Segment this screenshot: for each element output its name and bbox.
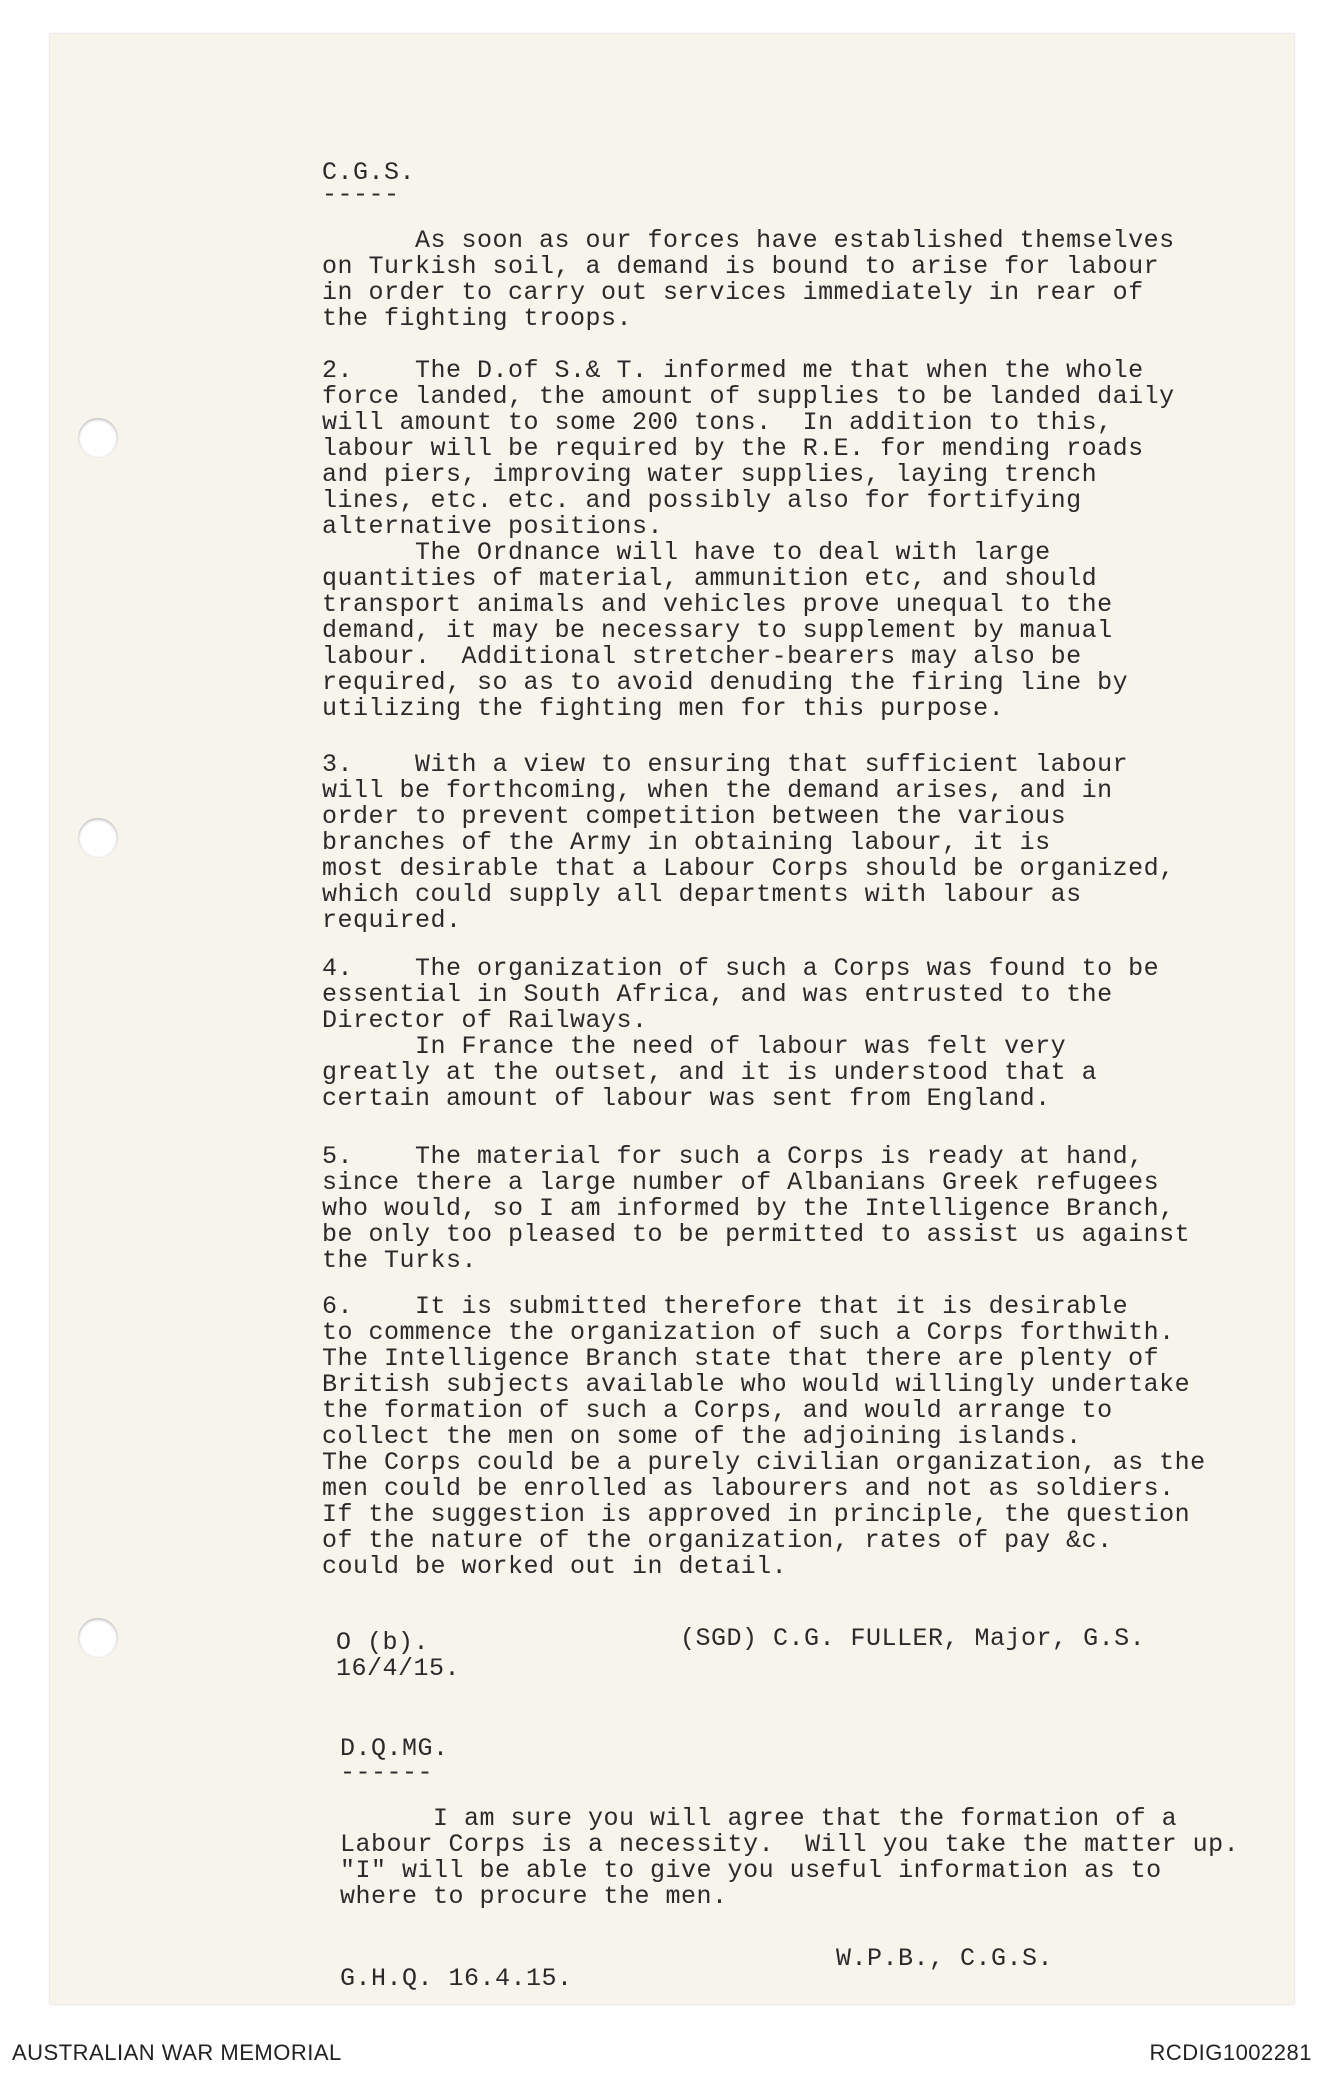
minute-body: I am sure you will agree that the formation of a Labour Corps is a necessity. Will you take the matter up. "I" will be able to give you useful information as to where to procure the men.: [340, 1804, 1240, 1911]
minute-underline: ------: [340, 1758, 434, 1787]
punch-hole-bottom: [78, 1618, 118, 1658]
minute-heading: D.Q.MG.: [340, 1734, 449, 1763]
signature-line: (SGD) C.G. FULLER, Major, G.S.: [680, 1624, 1146, 1653]
heading-underline: -----: [322, 180, 400, 209]
paragraph-4: 4. The organization of such a Corps was found to be essential in South Africa, and was entrusted to the Director of Railways. In France the need of labour was felt very greatly at the outset, and it is understood that a certain amount of labour was sent from England.: [322, 954, 1160, 1113]
paragraph-6: 6. It is submitted therefore that it is desirable to commence the organization of such a Corps forthwith. The Intelligence Branch state that there are plenty of British subjects available who would willingly undertake the formation of such a Corps, and would arrange to collect the men on some of the adjoining islands. The Corps could be a purely civilian organization, as the men could be enrolled as labourers and not as soldiers. If the suggestion is approved in principle, the question of the nature of the organization, rates of pay &c. could be worked out in detail.: [322, 1292, 1206, 1581]
paragraph-2: 2. The D.of S.& T. informed me that when the whole force landed, the amount of supplies to be landed daily will amount to some 200 tons. In addition to this, labour will be required by the R.E. for mending roads and piers, improving water supplies, laying trench lines, etc. etc. and possibly also for fortifying alternative positions. The Ordnance will have to deal with large quantities of material, ammunition etc, and should transport animals and vehicles prove unequal to the demand, it may be necessary to supplement by manual labour. Additional stretcher-bearers may also be required, so as to avoid denuding the firing line by utilizing the fighting men for this purpose.: [322, 356, 1175, 723]
footer-source-label: AUSTRALIAN WAR MEMORIAL: [12, 2040, 342, 2065]
footer-catalogue-id: RCDIG1002281: [1149, 2040, 1312, 2065]
minute-location-date: G.H.Q. 16.4.15.: [340, 1964, 573, 1993]
paragraph-5: 5. The material for such a Corps is ready at hand, since there a large number of Albanians Greek refugees who would, so I am informed by the Intelligence Branch, be only too pleased to be permitted to assist us against the Turks.: [322, 1142, 1191, 1275]
paragraph-3: 3. With a view to ensuring that sufficient labour will be forthcoming, when the demand arises, and in order to prevent competition between the various branches of the Army in obtaining labour, it is most desirable that a Labour Corps should be organized, which could supply all departments with labour as required.: [322, 750, 1175, 935]
punch-hole-middle: [78, 818, 118, 858]
minute-signature: W.P.B., C.G.S.: [836, 1944, 1054, 1973]
paragraph-intro: As soon as our forces have established themselves on Turkish soil, a demand is bound to arise for labour in order to carry out services immediately in rear of the fighting troops.: [322, 226, 1175, 333]
punch-hole-top: [78, 418, 118, 458]
memo-heading: C.G.S.: [322, 158, 416, 187]
reference-code: O (b). 16/4/15.: [336, 1628, 461, 1683]
